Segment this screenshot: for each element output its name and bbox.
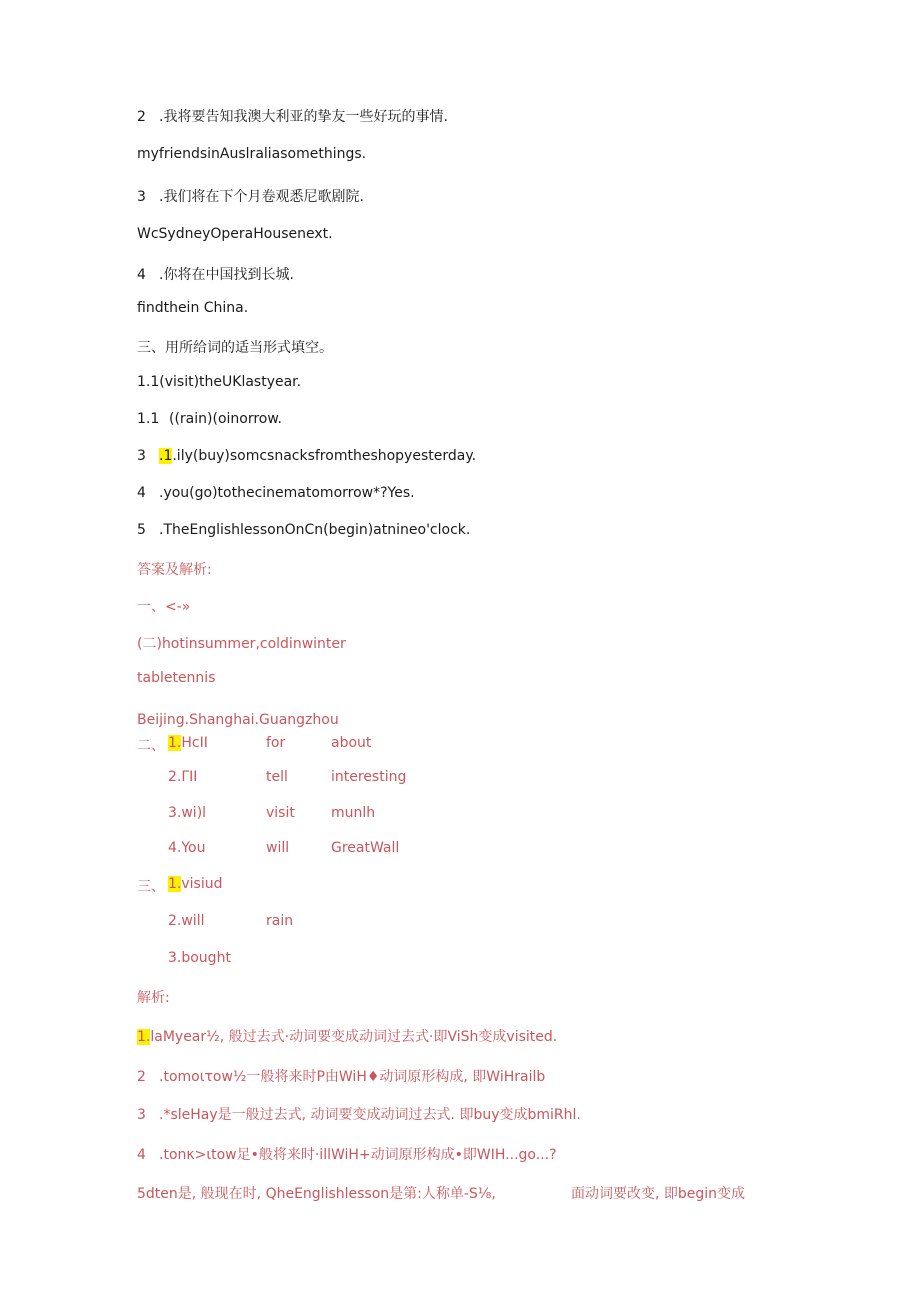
sub-label: (二) <box>137 636 162 652</box>
exercise-number: 5 <box>137 522 146 538</box>
exercise-row <box>137 485 415 501</box>
answer-cities: Beijing.Shanghai.Guangzhou <box>137 712 339 728</box>
answers-part2-label: 二、 <box>137 738 165 754</box>
exercise-number: 1.1 <box>137 411 160 427</box>
exercise-number: 1.1 <box>137 374 160 390</box>
analysis-text: .tonκ>ιtow足•般将来时·illWiH+动词原形构成•即WIH...go...? <box>159 1147 557 1163</box>
chinese-sentence: .你将在中国找到长城. <box>159 267 294 283</box>
answers-heading: 答案及解析: <box>137 562 212 578</box>
part2-col-3: interesting <box>331 769 407 785</box>
part2-col-2: will <box>266 840 290 856</box>
exercise-text: .you(go)tothecinematomorrow*?Yes. <box>159 485 415 501</box>
highlight-mark: .1 <box>159 448 173 464</box>
part2-col-2: visit <box>266 805 295 821</box>
exercise-text: .ily(buy)somcsnacksfromtheshopyesterday. <box>172 448 477 464</box>
highlight-mark: 1. <box>168 735 182 751</box>
item-number: 4 <box>137 267 146 283</box>
analysis-text: laMyear½, 般过去式·动词要变成动词过去式·即ViSh变成visited. <box>150 1029 558 1045</box>
item-3-chinese <box>137 186 364 206</box>
analysis-text: .*sleHay是一般过去式, 动词要变成动词过去式. 即buy变成bmiRhl. <box>159 1107 581 1123</box>
answer-tabletennis: tabletennis <box>137 670 216 686</box>
chinese-sentence: .我将要告知我澳大利亚的挚友一些好玩的事情. <box>159 109 448 125</box>
chinese-sentence: .我们将在下个月卷观悉尼歌剧院. <box>159 189 364 205</box>
analysis-text: .tomoιτow½一般将来时P由WiH♦动词原形构成, 即WiHrailb <box>159 1069 546 1085</box>
part2-col-3: about <box>331 735 372 751</box>
item-4-chinese <box>137 264 294 284</box>
part2-col-3: GreatWall <box>331 840 400 856</box>
part2-col-3: munlh <box>331 805 376 821</box>
part2-col-2: for <box>266 735 286 751</box>
analysis-heading: 解析: <box>137 990 170 1006</box>
part2-row <box>168 735 208 751</box>
exercise-row <box>137 448 476 464</box>
answers-part1-label: 一、<-» <box>137 599 191 615</box>
item-2-english: myfriendsinAuslraliasomethings. <box>137 146 367 162</box>
col-1: HcII <box>181 735 208 751</box>
exercise-row <box>137 522 470 538</box>
part2-col-2: tell <box>266 769 288 785</box>
item-3-english: WcSydneyOperaHousenext. <box>137 226 333 242</box>
sub-text: hotinsummer,coldinwinter <box>161 636 346 652</box>
answers-part1-sub <box>137 633 346 653</box>
analysis-number: 3 <box>137 1107 146 1123</box>
part2-col-1: 2.ΓII <box>168 769 198 785</box>
part2-col-1: 3.wi)l <box>168 805 207 821</box>
part3-row <box>168 876 222 892</box>
item-4-english: findthein China. <box>137 300 249 316</box>
part2-col-1: 4.You <box>168 840 206 856</box>
exercise-text: .TheEnglishlessonOnCn(begin)atnineo'clock. <box>159 522 471 538</box>
exercise-text: ((rain)(oinorrow. <box>169 411 282 427</box>
analysis-number: 2 <box>137 1069 146 1085</box>
analysis-row <box>137 1144 557 1164</box>
analysis-number: 4 <box>137 1147 146 1163</box>
section-3-heading: 三、用所给词的适当形式填空。 <box>137 340 333 356</box>
part3-col-2: rain <box>266 913 294 929</box>
col-1: visiud <box>181 876 223 892</box>
item-number: 3 <box>137 189 146 205</box>
item-number: 2 <box>137 109 146 125</box>
exercise-row <box>137 411 282 427</box>
exercise-number: 4 <box>137 485 146 501</box>
analysis-row <box>137 1026 557 1046</box>
analysis-last-a: 5dten是, 般现在时, QheEnglishlesson是第:人称单-S⅛, <box>137 1186 496 1202</box>
analysis-row <box>137 1066 545 1086</box>
part3-col-1: 3.bought <box>168 950 231 966</box>
exercise-text: (visit)theUKlastyear. <box>159 374 302 390</box>
part3-col-1: 2.will <box>168 913 205 929</box>
exercise-number: 3 <box>137 448 146 464</box>
highlight-mark: 1. <box>168 876 182 892</box>
answers-part3-label: 三、 <box>137 879 165 895</box>
analysis-last-b: 面动词要改变, 即begin变成 <box>571 1186 746 1202</box>
item-2-chinese <box>137 106 448 126</box>
exercise-row <box>137 374 301 390</box>
highlight-mark: 1. <box>137 1029 151 1045</box>
analysis-row <box>137 1104 581 1124</box>
